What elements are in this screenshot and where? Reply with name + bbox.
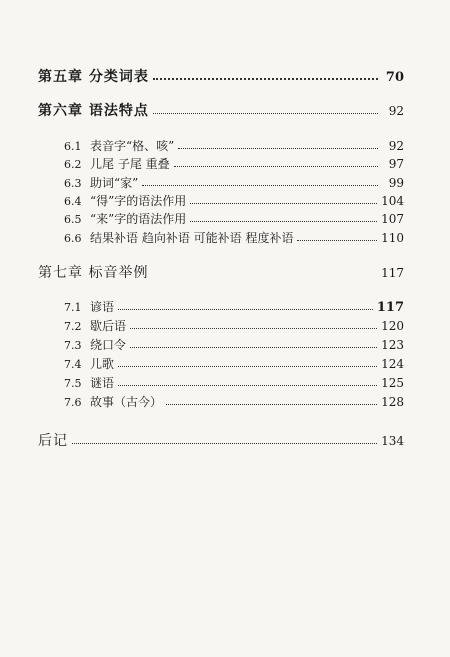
- page-number: 117: [376, 300, 404, 315]
- page-number: 92: [388, 139, 404, 153]
- toc-section[interactable]: [64, 374, 404, 391]
- toc-section[interactable]: [64, 298, 404, 315]
- section-number: 6.3: [64, 177, 82, 190]
- toc-section[interactable]: [64, 317, 404, 334]
- section-number: 7.5: [64, 377, 82, 390]
- section-number: 6.4: [64, 195, 82, 208]
- dot-leader: [72, 443, 377, 444]
- toc-section[interactable]: [64, 229, 404, 246]
- section-title: “来”字的语法作用: [90, 212, 187, 226]
- chapter-title: 后记: [38, 433, 68, 449]
- page-number: 123: [381, 338, 404, 352]
- toc-afterword[interactable]: [38, 430, 404, 450]
- dot-leader: [118, 385, 377, 386]
- section-title: 谜语: [90, 376, 115, 390]
- dot-leader: [130, 347, 377, 348]
- dot-leader: [174, 166, 378, 167]
- section-title: 绕口令: [90, 338, 127, 352]
- chapter-title: 第五章 分类词表: [38, 69, 149, 85]
- page-number: 125: [381, 376, 404, 390]
- page-number: 128: [381, 395, 404, 409]
- section-number: 6.6: [64, 232, 82, 245]
- section-title: 故事（古今）: [90, 395, 163, 409]
- section-number: 6.5: [64, 213, 82, 226]
- page-number: 97: [388, 157, 404, 171]
- dot-leader: [166, 404, 377, 405]
- toc-section[interactable]: [64, 137, 404, 154]
- dot-leader: [190, 203, 377, 204]
- section-title: 助词“家”: [90, 176, 139, 190]
- toc-chapter-7[interactable]: [38, 262, 404, 282]
- dot-leader: [153, 78, 378, 80]
- section-title: 儿尾 子尾 重叠: [90, 157, 170, 171]
- toc-chapter-5[interactable]: [38, 66, 404, 86]
- toc-section[interactable]: [64, 174, 404, 191]
- page-number: 117: [381, 266, 404, 280]
- section-number: 7.4: [64, 358, 82, 371]
- dot-leader: [297, 240, 377, 241]
- toc-section[interactable]: [64, 210, 404, 227]
- dot-leader: [118, 309, 373, 310]
- section-number: 7.1: [64, 301, 82, 314]
- dot-leader: [153, 113, 378, 114]
- toc-chapter-6[interactable]: [38, 100, 404, 120]
- section-title: 表音字“格、咳”: [90, 139, 175, 153]
- section-title: 谚语: [90, 300, 115, 314]
- page-number: 124: [381, 357, 404, 371]
- section-title: 结果补语 趋向补语 可能补语 程度补语: [90, 231, 294, 245]
- toc-section[interactable]: [64, 155, 404, 172]
- chapter-title: 第七章 标音举例: [38, 265, 149, 281]
- dot-leader: [190, 221, 377, 222]
- section-title: 儿歌: [90, 357, 115, 371]
- page-number: 70: [385, 70, 404, 85]
- dot-leader: [130, 328, 377, 329]
- page-number: 104: [381, 194, 404, 208]
- section-title: 歇后语: [90, 319, 127, 333]
- toc-section[interactable]: [64, 393, 404, 410]
- page-number: 134: [381, 434, 404, 448]
- dot-leader: [178, 148, 378, 149]
- section-title: “得”字的语法作用: [90, 194, 187, 208]
- dot-leader: [118, 366, 377, 367]
- section-number: 6.2: [64, 158, 82, 171]
- page-number: 107: [381, 212, 404, 226]
- page-number: 120: [381, 319, 404, 333]
- page-number: 92: [388, 104, 404, 118]
- toc-section[interactable]: [64, 355, 404, 372]
- toc-section[interactable]: [64, 336, 404, 353]
- section-number: 7.3: [64, 339, 82, 352]
- chapter-title: 第六章 语法特点: [38, 103, 149, 119]
- section-number: 6.1: [64, 140, 82, 153]
- section-number: 7.2: [64, 320, 82, 333]
- section-number: 7.6: [64, 396, 82, 409]
- page-number: 99: [388, 176, 404, 190]
- toc-section[interactable]: [64, 192, 404, 209]
- dot-leader: [142, 185, 378, 186]
- page-number: 110: [381, 231, 404, 245]
